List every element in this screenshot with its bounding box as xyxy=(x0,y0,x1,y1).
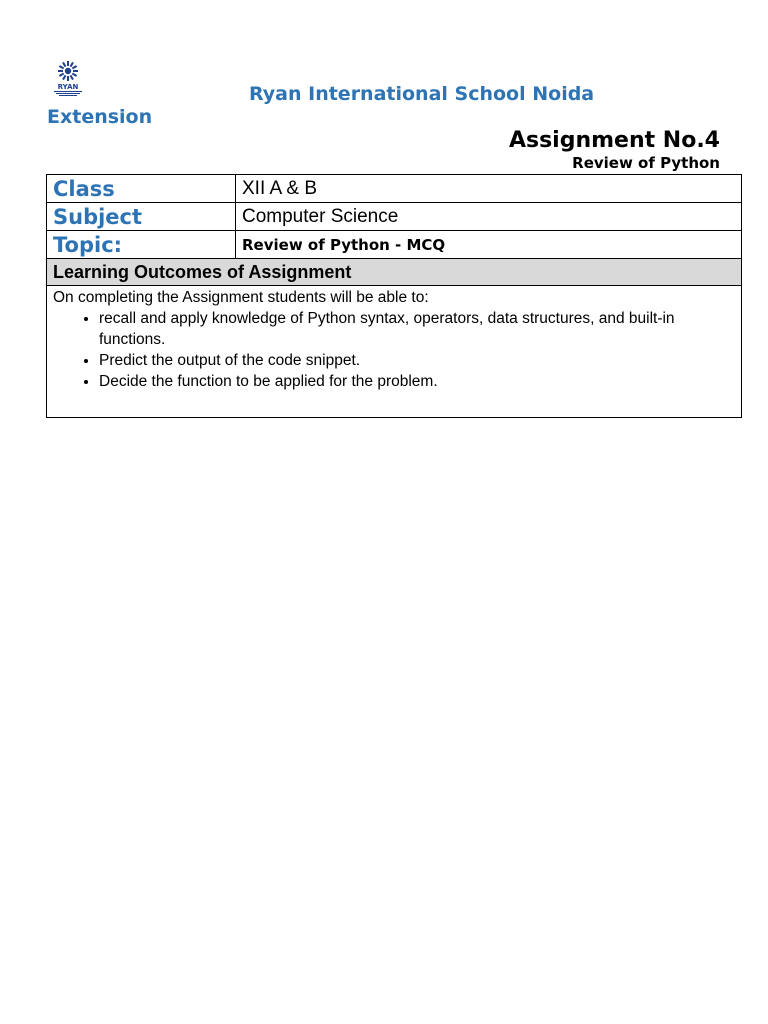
outcomes-body xyxy=(47,286,742,418)
outcome-item: • recall and apply knowledge of Python syntax, operators, data structures, and built-in functions. xyxy=(99,308,735,350)
subject-label: Subject xyxy=(47,203,236,231)
logo-text: RYAN xyxy=(57,83,79,91)
class-label: Class xyxy=(47,175,236,203)
class-value: XII A & B xyxy=(236,175,742,203)
ryan-logo-icon xyxy=(51,60,85,98)
outcomes-intro: On completing the Assignment students will be able to: xyxy=(53,289,429,306)
topic-value: Review of Python - MCQ xyxy=(236,231,742,259)
school-name: Ryan International School Noida xyxy=(249,83,595,105)
school-name-extension: Extension xyxy=(47,106,153,128)
outcome-item: • Decide the function to be applied for the problem. xyxy=(99,371,735,392)
subject-row xyxy=(47,203,742,231)
outcomes-heading-row xyxy=(47,259,742,286)
subject-value: Computer Science xyxy=(236,203,742,231)
outcomes-body-row xyxy=(47,286,742,418)
assignment-title: Assignment No.4 xyxy=(508,128,720,153)
outcome-item: • Predict the output of the code snippet. xyxy=(99,350,735,371)
topic-row xyxy=(47,231,742,259)
topic-label: Topic: xyxy=(47,231,236,259)
class-row xyxy=(47,175,742,203)
assignment-subtitle: Review of Python xyxy=(572,154,720,172)
outcomes-heading: Learning Outcomes of Assignment xyxy=(47,259,742,286)
outcomes-list xyxy=(53,308,735,392)
assignment-info-table xyxy=(46,174,742,418)
